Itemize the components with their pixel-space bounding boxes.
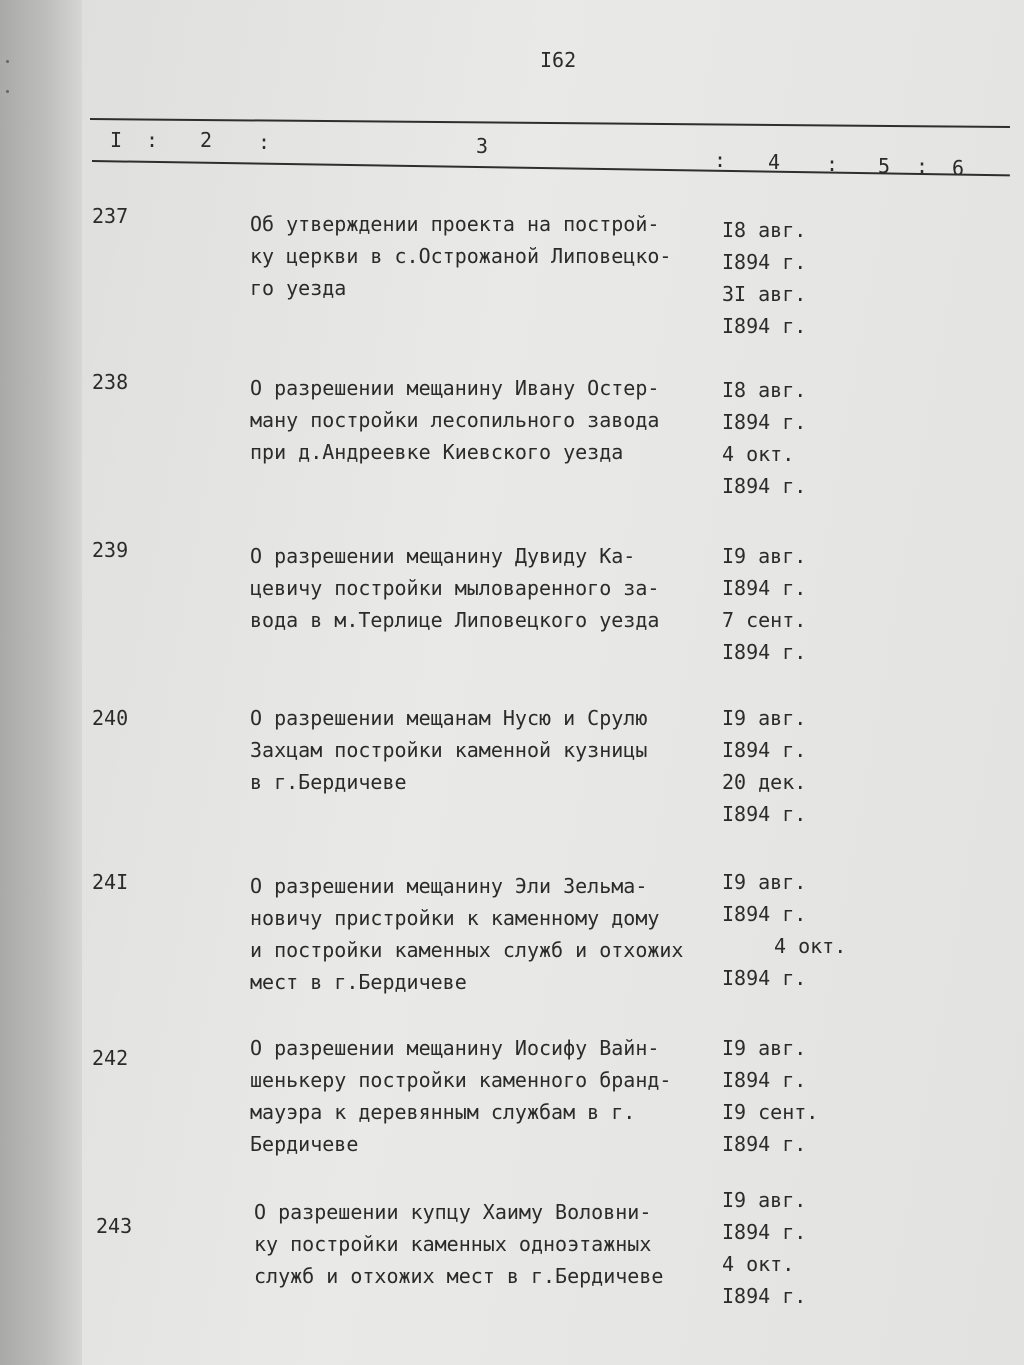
entry-description (250, 870, 720, 998)
start-year: I894 г. (722, 576, 807, 600)
entry-text-line: О разрешении купцу Хаиму Воловни- (254, 1200, 652, 1224)
entry-text-line: при д.Андреевке Киевского уезда (250, 440, 624, 464)
entry-text-line: го уезда (250, 276, 347, 300)
column-separator: : (714, 148, 727, 172)
column-header-5: 5 (878, 154, 891, 178)
entry-number: 243 (96, 1214, 133, 1238)
end-date: I9 сент. (722, 1100, 819, 1124)
end-date: 20 дек. (722, 770, 807, 794)
entry-dates (722, 374, 806, 502)
column-separator: : (258, 130, 271, 154)
start-year: I894 г. (722, 410, 807, 434)
entry-text-line: в г.Бердичеве (250, 770, 407, 794)
column-header-2: 2 (200, 128, 213, 152)
entry-description (250, 208, 720, 304)
entry-number: 237 (92, 204, 129, 228)
column-separator: : (146, 128, 159, 152)
column-separator: : (916, 154, 929, 178)
entry-number: 240 (92, 706, 129, 730)
start-date: I9 авг. (722, 706, 807, 730)
column-separator: : (826, 152, 839, 176)
start-date: I9 авг. (722, 544, 807, 568)
end-date: 4 окт. (774, 934, 847, 958)
entry-dates (722, 866, 846, 994)
entry-text-line: Бердичеве (250, 1132, 359, 1156)
entry-text-line: мест в г.Бердичеве (250, 970, 467, 994)
entry-number: 242 (92, 1046, 129, 1070)
entry-text-line: ку церкви в с.Острожаной Липовецко- (250, 244, 672, 268)
entry-text-line: ку постройки каменных одноэтажных (254, 1232, 652, 1256)
entry-dates (722, 702, 806, 830)
entry-text-line: О разрешении мещанину Дувиду Ка- (250, 544, 636, 568)
document-page (82, 0, 1024, 1365)
binding-mark (6, 90, 9, 93)
entry-text-line: О разрешении мещанину Ивану Остер- (250, 376, 660, 400)
entry-dates (722, 1032, 818, 1160)
column-header-4: 4 (768, 150, 781, 174)
start-year: I894 г. (722, 1220, 807, 1244)
entry-text-line: Об утверждении проекта на построй- (250, 212, 660, 236)
entry-text-line: мауэра к деревянным службам в г. (250, 1100, 636, 1124)
end-date: 4 окт. (722, 442, 795, 466)
column-header-1: I (110, 128, 123, 152)
entry-text-line: вода в м.Терлице Липовецкого уезда (250, 608, 660, 632)
entry-description (250, 1032, 720, 1160)
entry-number: 24I (92, 870, 129, 894)
start-date: I9 авг. (722, 1188, 807, 1212)
entry-number: 239 (92, 538, 129, 562)
column-header-6: 6 (952, 156, 965, 180)
end-year: I894 г. (722, 966, 807, 990)
entry-number: 238 (92, 370, 129, 394)
entry-text-line: Захцам постройки каменной кузницы (250, 738, 648, 762)
start-year: I894 г. (722, 250, 807, 274)
entry-description (254, 1196, 724, 1292)
page-number: I62 (540, 48, 577, 72)
column-header-3: 3 (476, 134, 489, 158)
end-year: I894 г. (722, 1132, 807, 1156)
entry-description (250, 702, 720, 798)
entry-description (250, 372, 720, 468)
end-year: I894 г. (722, 802, 807, 826)
entry-text-line: О разрешении мещанину Иосифу Вайн- (250, 1036, 660, 1060)
start-year: I894 г. (722, 902, 807, 926)
entry-dates (722, 1184, 806, 1312)
entry-text-line: О разрешении мещанам Нусю и Срулю (250, 706, 648, 730)
entry-text-line: новичу пристройки к каменному дому (250, 906, 660, 930)
entry-text-line: цевичу постройки мыловаренного за- (250, 576, 660, 600)
start-date: I9 авг. (722, 870, 807, 894)
end-date: 3I авг. (722, 282, 807, 306)
entry-dates (722, 540, 806, 668)
entry-text-line: и постройки каменных служб и отхожих (250, 938, 684, 962)
start-year: I894 г. (722, 738, 807, 762)
start-date: I8 авг. (722, 378, 807, 402)
entry-text-line: служб и отхожих мест в г.Бердичеве (254, 1264, 664, 1288)
entry-text-line: О разрешении мещанину Эли Зельма- (250, 874, 648, 898)
start-year: I894 г. (722, 1068, 807, 1092)
end-year: I894 г. (722, 640, 807, 664)
end-year: I894 г. (722, 314, 807, 338)
end-date: 4 окт. (722, 1252, 795, 1276)
end-date: 7 сент. (722, 608, 807, 632)
entry-text-line: ману постройки лесопильного завода (250, 408, 660, 432)
entry-description (250, 540, 720, 636)
end-year: I894 г. (722, 1284, 807, 1308)
entry-dates (722, 214, 806, 342)
binding-mark (6, 60, 9, 63)
end-year: I894 г. (722, 474, 807, 498)
entry-text-line: шенькеру постройки каменного бранд- (250, 1068, 672, 1092)
start-date: I8 авг. (722, 218, 807, 242)
start-date: I9 авг. (722, 1036, 807, 1060)
book-binding (0, 0, 82, 1365)
